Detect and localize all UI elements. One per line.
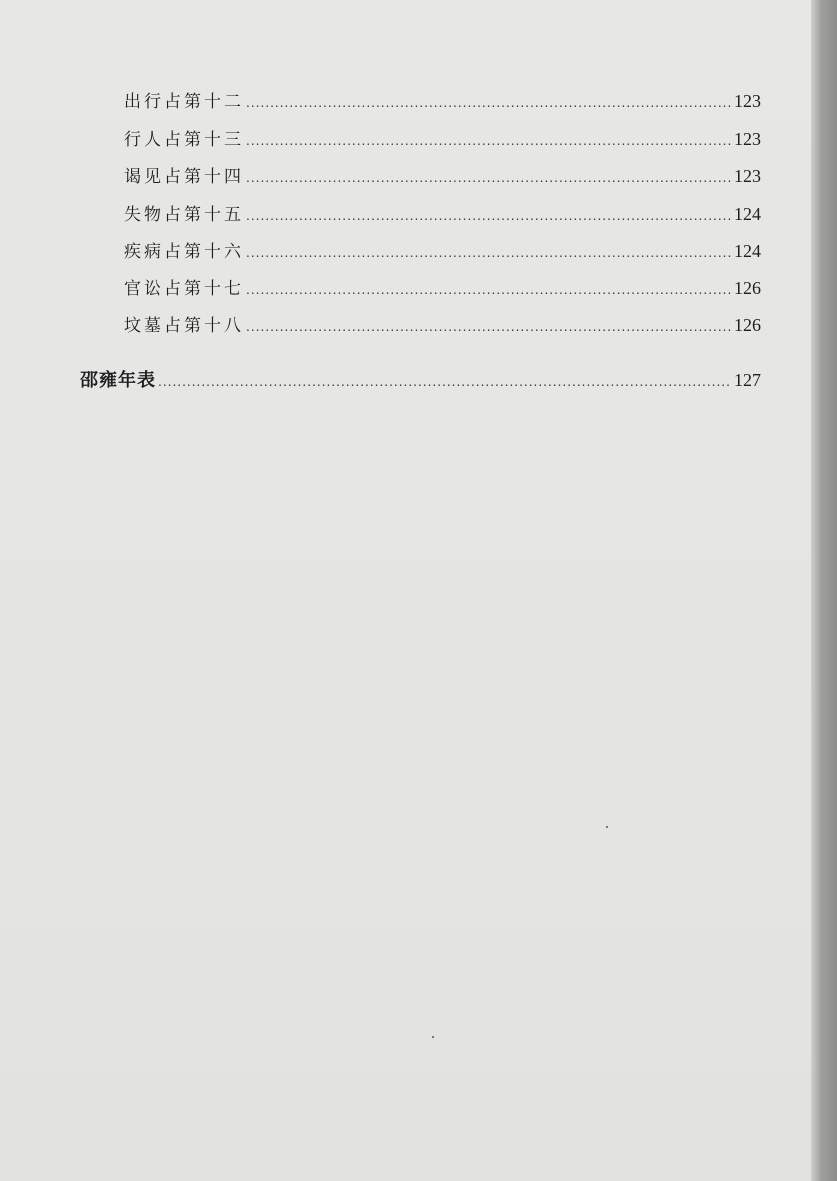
scan-speck	[606, 826, 608, 828]
toc-entry-title: 官讼占第十七	[124, 279, 244, 299]
toc-entry-page: 123	[734, 129, 761, 149]
dot-leader	[246, 201, 732, 231]
toc-entry[interactable]	[124, 199, 761, 229]
dot-leader	[246, 275, 732, 305]
dot-leader	[246, 163, 732, 193]
toc-entry-title: 行人占第十三	[124, 130, 244, 150]
toc-entry[interactable]	[124, 273, 761, 303]
dot-leader	[246, 238, 732, 268]
dot-leader	[246, 88, 732, 118]
toc-appendix-page: 127	[734, 370, 761, 390]
toc-entry[interactable]	[124, 236, 761, 266]
dot-leader	[246, 126, 732, 156]
toc-entry-title: 疾病占第十六	[124, 242, 244, 262]
toc-entry-page: 124	[734, 241, 761, 261]
page-edge-shadow	[811, 0, 837, 1181]
toc-entry[interactable]	[124, 86, 761, 116]
toc-entry-page: 126	[734, 315, 761, 335]
toc-entry-title: 坟墓占第十八	[124, 316, 244, 336]
toc-appendix-title: 邵雍年表	[80, 370, 156, 391]
toc-entry-title: 出行占第十二	[124, 92, 244, 112]
toc-entry-page: 124	[734, 204, 761, 224]
toc-entry-page: 123	[734, 166, 761, 186]
scan-speck	[432, 1036, 434, 1038]
toc-entry[interactable]	[124, 161, 761, 191]
toc-entry-title: 失物占第十五	[124, 205, 244, 225]
toc-entry-page: 126	[734, 278, 761, 298]
toc-entry-page: 123	[734, 91, 761, 111]
dot-leader	[158, 367, 732, 397]
toc-entry-title: 谒见占第十四	[124, 167, 244, 187]
dot-leader	[246, 312, 732, 342]
toc-entry[interactable]	[124, 310, 761, 340]
toc-appendix-entry[interactable]	[80, 365, 761, 395]
toc-entry[interactable]	[124, 124, 761, 154]
